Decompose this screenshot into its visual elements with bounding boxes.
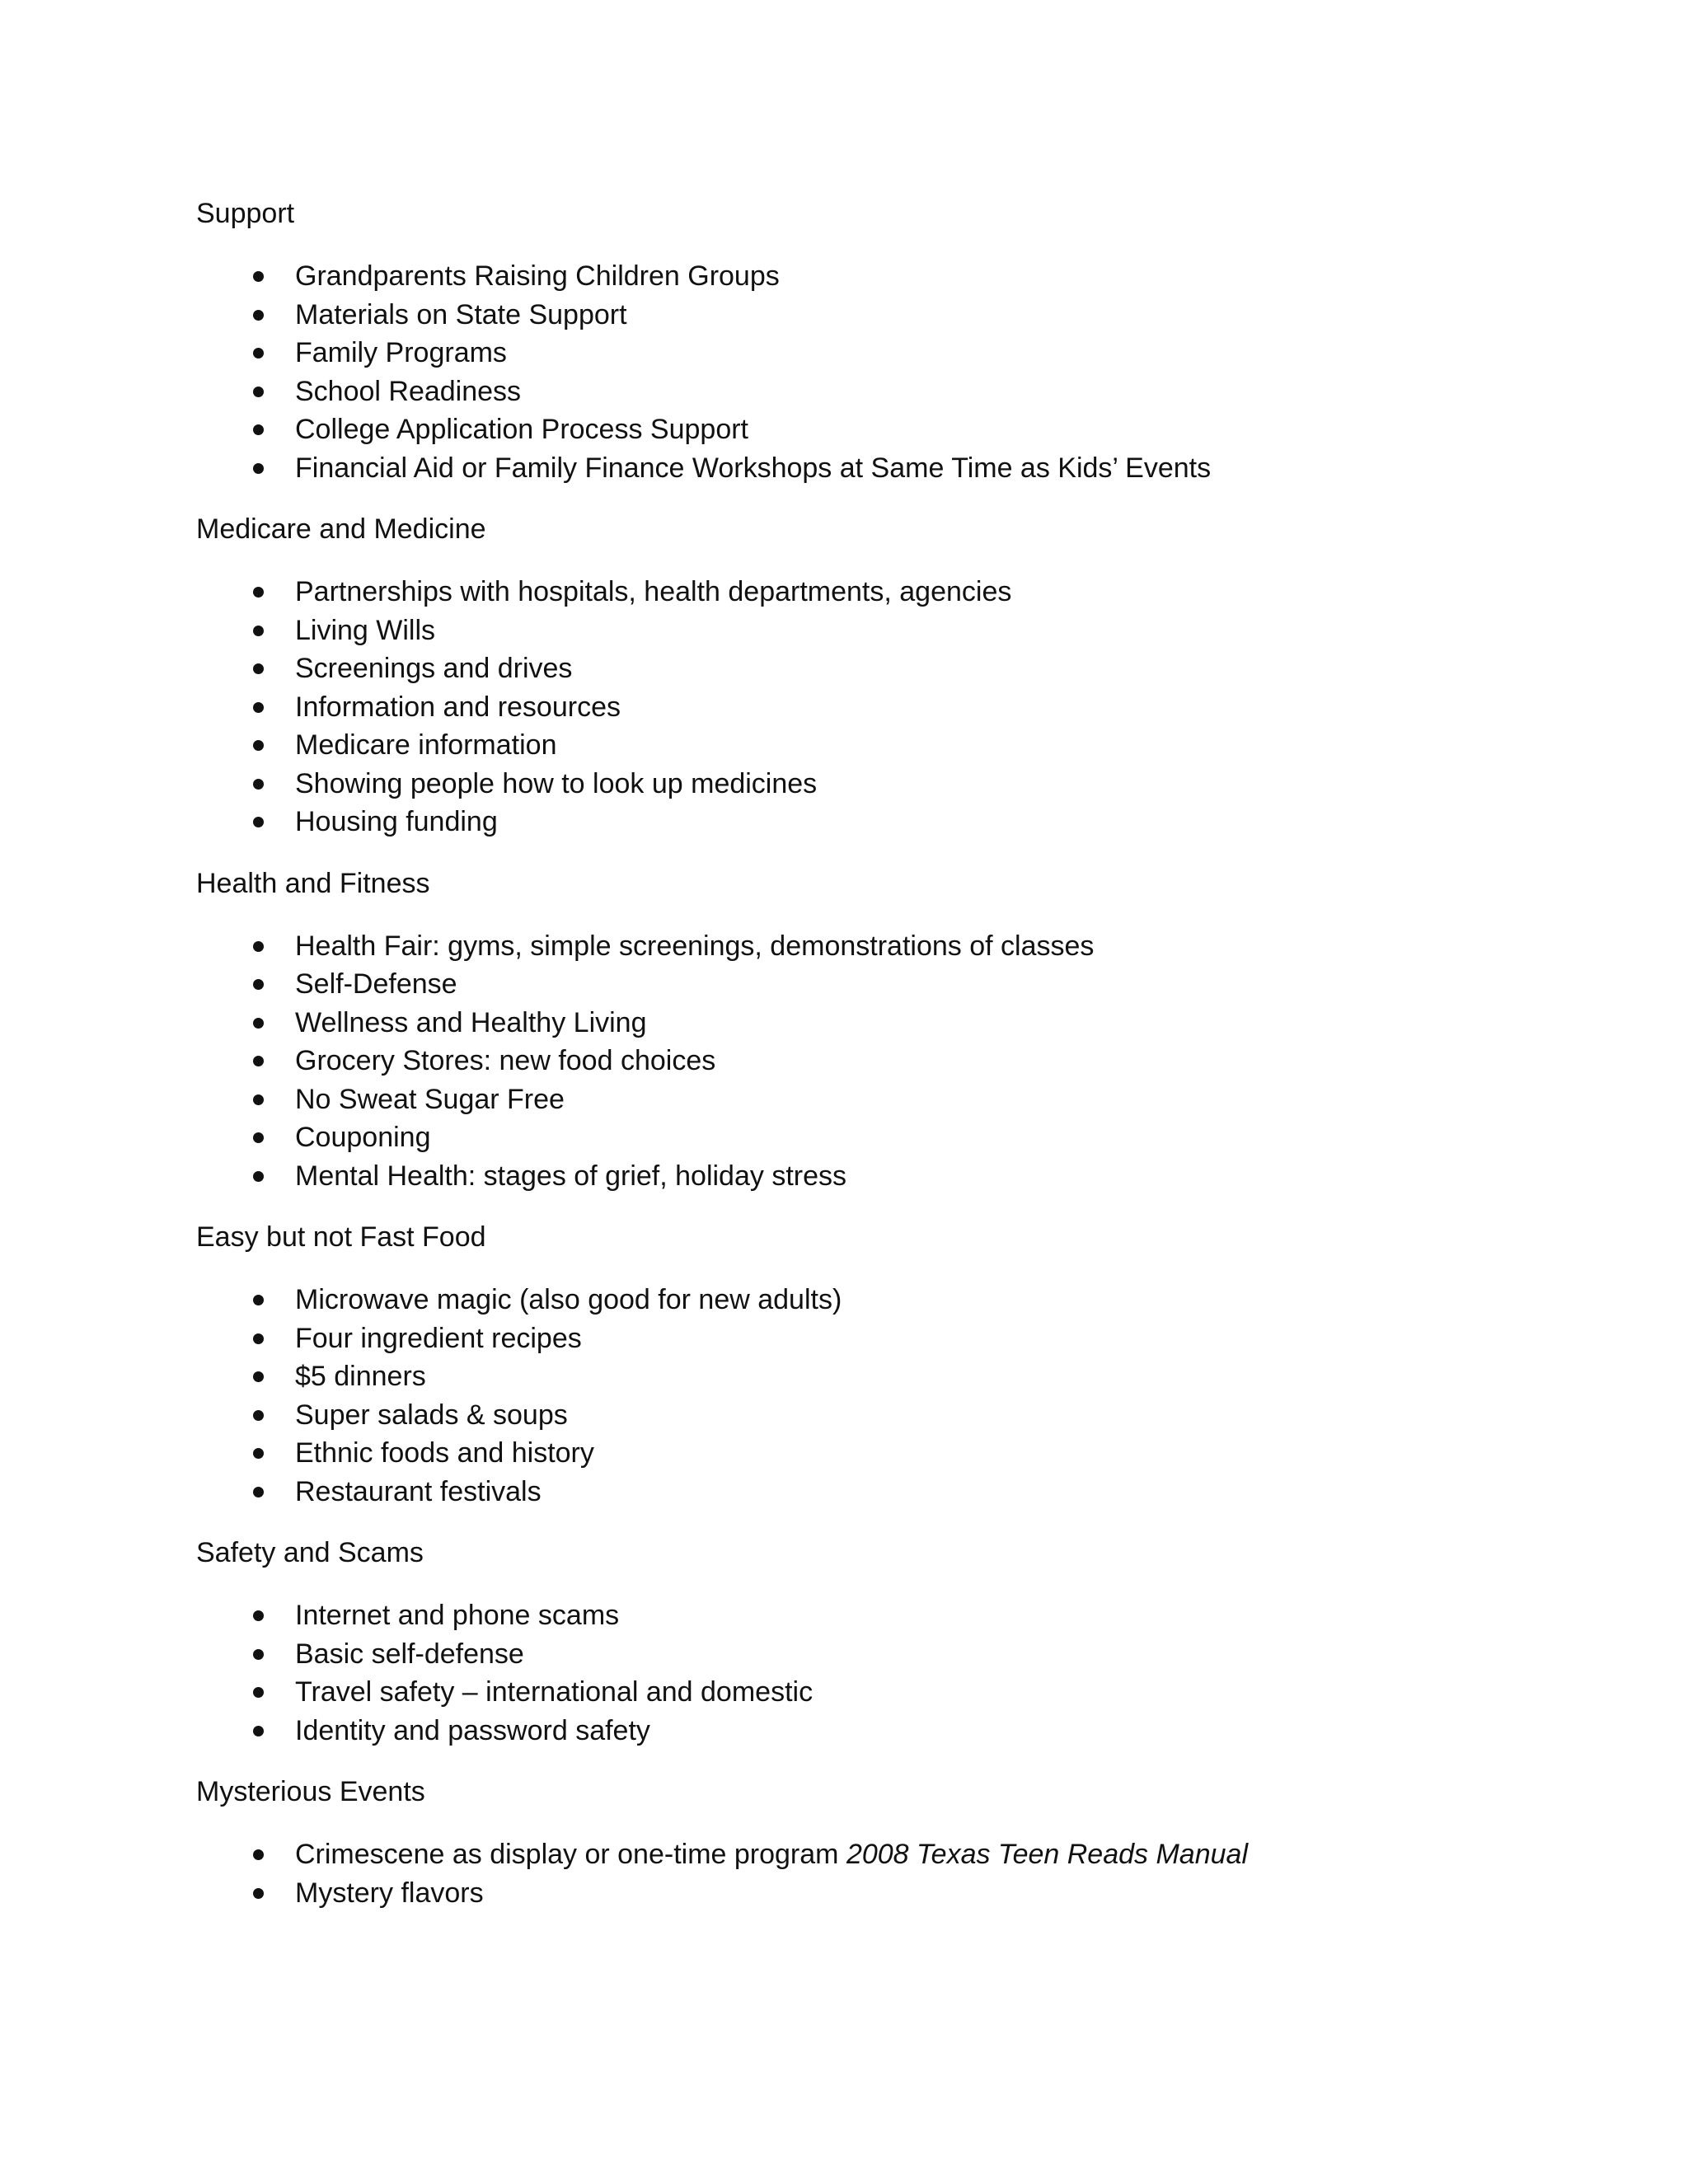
list-item-text: Microwave magic (also good for new adults)	[295, 1284, 842, 1315]
bullet-icon	[253, 387, 264, 397]
list-item	[196, 373, 1515, 411]
bullet-icon	[253, 271, 264, 282]
bullet-icon	[253, 1094, 264, 1105]
list-item	[196, 1712, 1515, 1750]
bullet-icon	[253, 1410, 264, 1421]
list-item-text: Family Programs	[295, 337, 507, 368]
list-item-text: Restaurant festivals	[295, 1475, 542, 1507]
list-item	[196, 965, 1515, 1004]
bullet-icon	[253, 1295, 264, 1305]
list-item-text: Financial Aid or Family Finance Workshops at Same Time as Kids’ Events	[295, 452, 1212, 484]
section-heading: Easy but not Fast Food	[196, 1221, 486, 1253]
section-heading: Support	[196, 198, 295, 229]
list-item	[196, 1319, 1515, 1358]
bullet-icon	[253, 702, 264, 713]
manual-title: 2008 Texas Teen Reads Manual	[846, 1839, 1248, 1870]
list-item-text: Super salads & soups	[295, 1399, 568, 1431]
list-item-text-main: Crimescene as display or one-time program	[295, 1839, 846, 1870]
bullet-icon	[253, 663, 264, 674]
bullet-icon	[253, 1726, 264, 1736]
section-heading: Safety and Scams	[196, 1537, 424, 1568]
list-item	[196, 649, 1515, 688]
list-item-text: Housing funding	[295, 806, 498, 837]
list-item	[196, 410, 1515, 449]
list-item-text: Partnerships with hospitals, health departments, agencies	[295, 576, 1012, 607]
list-item	[196, 1281, 1515, 1319]
list-item-text: Basic self-defense	[295, 1638, 524, 1670]
bullet-icon	[253, 1687, 264, 1698]
list-item-text: Identity and password safety	[295, 1714, 650, 1746]
list-item-text: Ethnic foods and history	[295, 1437, 594, 1469]
section-medicare-and-medicine	[196, 510, 1515, 841]
bullet-icon	[253, 310, 264, 321]
list-item-text: Travel safety – international and domestic	[295, 1676, 814, 1708]
bullet-list	[196, 1281, 1515, 1511]
list-item-text: Materials on State Support	[295, 298, 627, 330]
list-item	[196, 573, 1515, 612]
bullet-icon	[253, 424, 264, 435]
list-item-text: College Application Process Support	[295, 414, 748, 445]
bullet-icon	[253, 1333, 264, 1344]
list-item-text: Self-Defense	[295, 968, 457, 1000]
list-item-text: Screenings and drives	[295, 653, 573, 684]
section-health-and-fitness	[196, 865, 1515, 1196]
list-item	[196, 612, 1515, 650]
list-item	[196, 1874, 1515, 1913]
list-item	[196, 1596, 1515, 1635]
bullet-list	[196, 1835, 1515, 1912]
bullet-icon	[253, 1649, 264, 1660]
section-support	[196, 194, 1515, 487]
bullet-icon	[253, 1018, 264, 1029]
list-item	[196, 726, 1515, 765]
list-item-text: No Sweat Sugar Free	[295, 1083, 565, 1115]
bullet-list	[196, 1596, 1515, 1750]
list-item-text: Living Wills	[295, 614, 436, 646]
list-item	[196, 1673, 1515, 1712]
list-item-text: Grandparents Raising Children Groups	[295, 260, 780, 292]
list-item	[196, 1042, 1515, 1080]
section-heading: Mysterious Events	[196, 1776, 425, 1807]
section-easy-but-not-fast-food	[196, 1218, 1515, 1511]
list-item	[196, 1396, 1515, 1435]
bullet-icon	[253, 587, 264, 598]
bullet-icon	[253, 1610, 264, 1621]
bullet-icon	[253, 1487, 264, 1497]
list-item-text: Showing people how to look up medicines	[295, 767, 818, 799]
list-item	[196, 1004, 1515, 1043]
list-item-text: Mystery flavors	[295, 1877, 484, 1909]
bullet-icon	[253, 1888, 264, 1899]
list-item-text: Medicare information	[295, 729, 557, 761]
bullet-icon	[253, 463, 264, 474]
list-item	[196, 1118, 1515, 1157]
bullet-icon	[253, 348, 264, 359]
bullet-icon	[253, 1849, 264, 1860]
list-item	[196, 1473, 1515, 1511]
list-item-text	[295, 1839, 1248, 1870]
list-item	[196, 1635, 1515, 1674]
list-item-text: Information and resources	[295, 691, 621, 723]
bullet-list	[196, 257, 1515, 487]
list-item	[196, 927, 1515, 966]
bullet-icon	[253, 941, 264, 952]
bullet-icon	[253, 1371, 264, 1382]
bullet-icon	[253, 1056, 264, 1066]
list-item-text: Couponing	[295, 1122, 431, 1153]
section-heading: Health and Fitness	[196, 867, 430, 899]
list-item	[196, 765, 1515, 804]
list-item	[196, 296, 1515, 335]
list-item-text: School Readiness	[295, 375, 522, 407]
bullet-icon	[253, 779, 264, 790]
list-item	[196, 803, 1515, 841]
list-item-text: Four ingredient recipes	[295, 1322, 582, 1354]
bullet-list	[196, 927, 1515, 1196]
section-mysterious-events	[196, 1773, 1515, 1912]
list-item-text: Health Fair: gyms, simple screenings, demonstrations of classes	[295, 930, 1095, 962]
section-safety-and-scams	[196, 1534, 1515, 1750]
bullet-icon	[253, 740, 264, 751]
list-item	[196, 688, 1515, 727]
list-item-text: Mental Health: stages of grief, holiday stress	[295, 1160, 846, 1192]
bullet-icon	[253, 1448, 264, 1459]
list-item-text: Grocery Stores: new food choices	[295, 1045, 716, 1076]
bullet-icon	[253, 1171, 264, 1182]
list-item	[196, 1357, 1515, 1396]
list-item	[196, 1080, 1515, 1119]
list-item	[196, 1157, 1515, 1196]
document-content	[196, 194, 1515, 1935]
bullet-icon	[253, 817, 264, 827]
list-item-text: Internet and phone scams	[295, 1600, 620, 1631]
bullet-icon	[253, 1132, 264, 1143]
list-item	[196, 1434, 1515, 1473]
section-heading: Medicare and Medicine	[196, 513, 486, 545]
list-item	[196, 334, 1515, 373]
list-item	[196, 449, 1515, 488]
bullet-list	[196, 573, 1515, 841]
list-item	[196, 1835, 1515, 1874]
list-item	[196, 257, 1515, 296]
list-item-text: Wellness and Healthy Living	[295, 1006, 647, 1038]
bullet-icon	[253, 979, 264, 990]
list-item-text: $5 dinners	[295, 1361, 426, 1392]
bullet-icon	[253, 626, 264, 636]
